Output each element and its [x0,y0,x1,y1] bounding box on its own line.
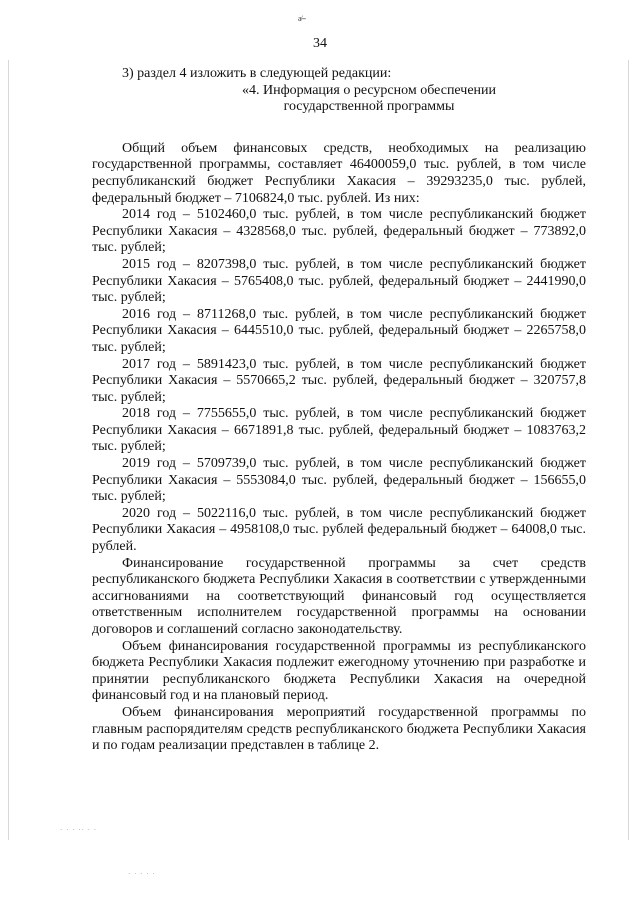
scan-noise: · · · · · [128,870,156,878]
paragraph-year-2015: 2015 год – 8207398,0 тыс. рублей, в том числе республиканский бюджет Республики Хакасия – 5765408,0 тыс. рублей, федеральный бюджет – 2441990,0 тыс. рублей; [92,256,586,306]
scan-edge-right [628,60,629,840]
page-number: 34 [313,36,327,51]
paragraph-total-funding: Общий объем финансовых средств, необходимых на реализацию государственной программы, составляет 46400059,0 тыс. рублей, в том числе республиканский бюджет Республики Хакасия – 39293235,0 тыс. рублей, федеральный бюджет – 7106824,0 тыс. рублей. Из них: [92,140,586,206]
scan-mark: a/-- [298,14,306,23]
paragraph-year-2016: 2016 год – 8711268,0 тыс. рублей, в том числе республиканский бюджет Республики Хакасия – 6445510,0 тыс. рублей, федеральный бюджет – 2265758,0 тыс. рублей; [92,306,586,355]
paragraph-year-2014: 2014 год – 5102460,0 тыс. рублей, в том числе республиканский бюджет Республики Хакасия – 4328568,0 тыс. рублей, федеральный бюджет – 773892,0 тыс. рублей; [92,207,586,256]
scan-edge-left [8,60,9,840]
paragraph-year-2019: 2019 год – 5709739,0 тыс. рублей, в том числе республиканский бюджет Республики Хакасия – 5553084,0 тыс. рублей, федеральный бюджет – 156655,0 тыс. рублей; [92,456,586,505]
amendment-intro: 3) раздел 4 изложить в следующей редакции: [122,66,392,81]
section-title-line-1: «4. Информация о ресурсном обеспечении [241,82,497,98]
document-body [92,66,586,755]
paragraph-annual-adjustment: Объем финансирования государственной программы из республиканского бюджета Республики Хакасия подлежит ежегодному уточнению при разработке и принятии республиканского бюджета Республики Хакасия на очередной финансовый год и на плановый период. [92,638,586,704]
paragraph-year-2020: 2020 год – 5022116,0 тыс. рублей, в том числе республиканский бюджет Республики Хакасия – 4958108,0 тыс. рублей федеральный бюджет – 64008,0 тыс. рублей. [92,505,586,555]
paragraph-year-2018: 2018 год – 7755655,0 тыс. рублей, в том числе республиканский бюджет Республики Хакасия – 6671891,8 тыс. рублей, федеральный бюджет – 1083763,2 тыс. рублей; [92,406,586,455]
paragraph-year-2017: 2017 год – 5891423,0 тыс. рублей, в том числе республиканский бюджет Республики Хакасия – 5570665,2 тыс. рублей, федеральный бюджет – 320757,8 тыс. рублей; [92,356,586,405]
paragraph-financing-basis: Финансирование государственной программы за счет средств республиканского бюджета Республики Хакасия в соответствии с утвержденными ассигнованиями на соответствующий финансовый год осуществляется ответственным исполнителем государственной программы на основании договоров и соглашений согласно законодательству. [92,555,586,637]
section-title-line-2: государственной программы [283,99,455,115]
paragraph-table-reference: Объем финансирования мероприятий государственной программы по главным распорядителям средств республиканского бюджета Республики Хакасия и по годам реализации представлен в таблице 2. [92,704,586,754]
scan-noise: · · · ·· · · [60,826,98,834]
